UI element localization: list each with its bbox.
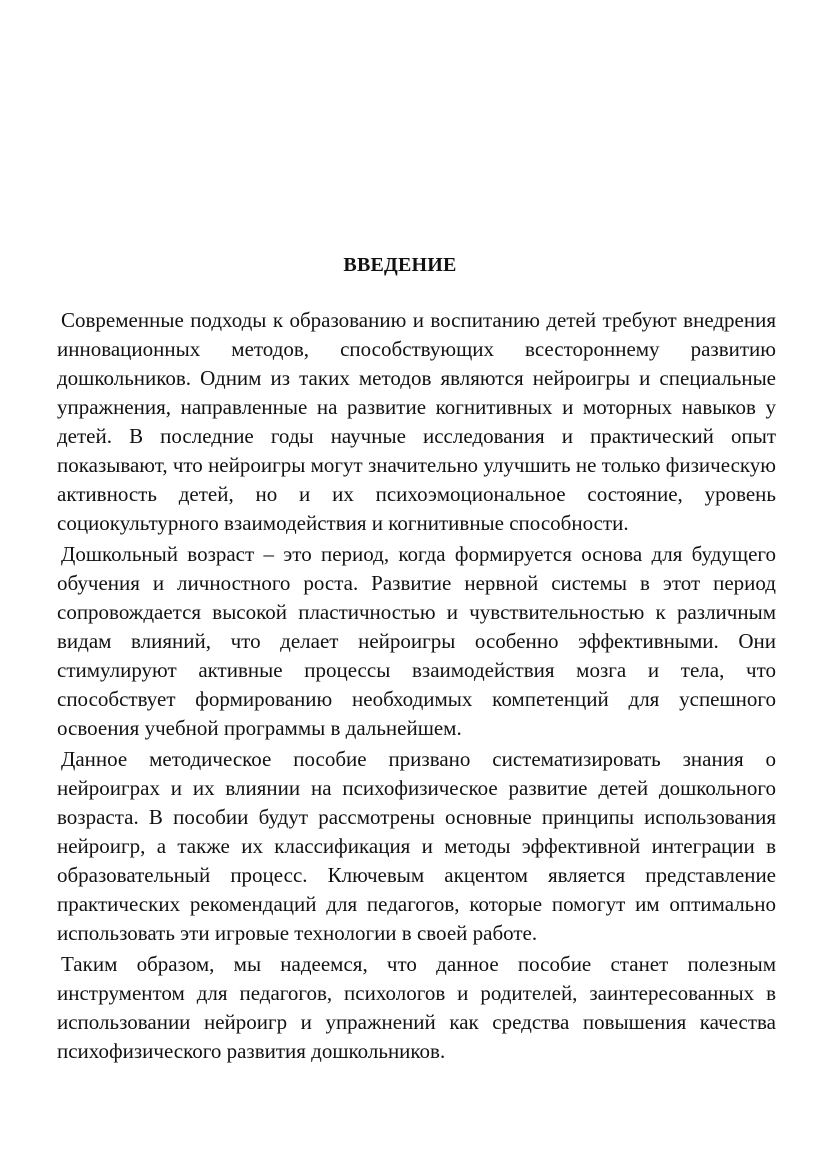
body-text <box>57 306 776 1066</box>
paragraph-1: Современные подходы к образованию и воспитанию детей требуют внедрения инновационных методов, способствующих всестороннему развитию дошкольников. Одним из таких методов являются нейроигры и специальные упражнения, направленные на развитие когнитивных и моторных навыков у детей. В последние годы научные исследования и практический опыт показывают, что нейроигры могут значительно улучшить не только физическую активность детей, но и их психоэмоциональное состояние, уровень социокультурного взаимодействия и когнитивные способности. <box>57 308 776 535</box>
paragraph-2: Дошкольный возраст – это период, когда формируется основа для будущего обучения и личностного роста. Развитие нервной системы в этот период сопровождается высокой пластичностью и чувствительностью к различным видам влияний, что делает нейроигры особенно эффективными. Они стимулируют активные процессы взаимодействия мозга и тела, что способствует формированию необходимых компетенций для успешного освоения учебной программы в дальнейшем. <box>57 542 776 740</box>
paragraph-3: Данное методическое пособие призвано систематизировать знания о нейроиграх и их влиянии на психофизическое развитие детей дошкольного возраста. В пособии будут рассмотрены основные принципы использования нейроигр, а также их классификация и методы эффективной интеграции в образовательный процесс. Ключевым акцентом является представление практических рекомендаций для педагогов, которые помогут им оптимально использовать эти игровые технологии в своей работе. <box>57 747 776 945</box>
page-title: ВВЕДЕНИЕ <box>343 254 457 276</box>
paragraph-4: Таким образом, мы надеемся, что данное пособие станет полезным инструментом для педагогов, психологов и родителей, заинтересованных в использовании нейроигр и упражнений как средства повышения качества психофизического развития дошкольников. <box>57 952 776 1063</box>
